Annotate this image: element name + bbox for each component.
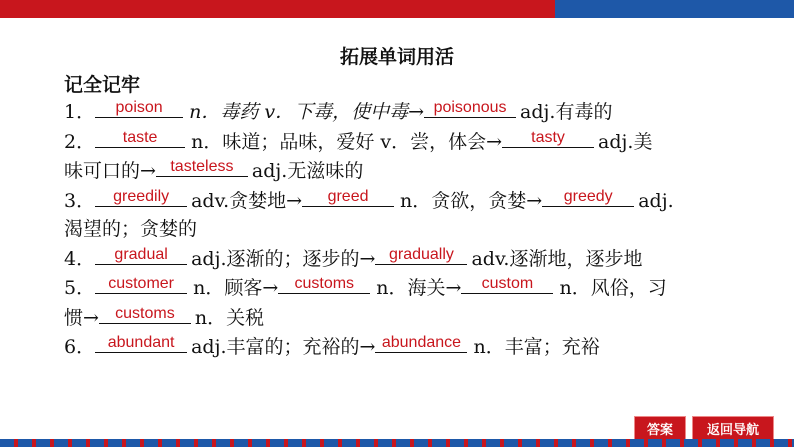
answer-text: gradually xyxy=(388,245,454,263)
answer-blank xyxy=(156,156,248,177)
top-color-bar xyxy=(0,0,794,18)
item-text: n．关税 xyxy=(194,306,265,329)
answer-blank xyxy=(95,332,187,353)
exercise-item-1: 1． poison n．毒药 v．下毒，使中毒→ poisonous adj.有毒的 xyxy=(64,99,613,123)
answer-blank xyxy=(502,127,594,148)
exercise-list xyxy=(64,97,744,362)
item-text: n．贪欲，贪婪→ xyxy=(400,189,543,212)
item-text: 渴望的；贪婪的 xyxy=(64,218,198,240)
top-bar-blue xyxy=(555,0,794,18)
exercise-item-5-cont xyxy=(64,303,744,333)
item-number: 1 xyxy=(64,101,77,123)
item-text: adv.贪婪地→ xyxy=(191,189,303,212)
bottom-color-bar xyxy=(0,439,794,447)
item-text: adj. xyxy=(638,189,674,212)
answer-blank xyxy=(542,186,634,207)
answer-text: poison xyxy=(115,99,163,116)
item-text: n．风俗，习 xyxy=(559,277,667,299)
answer-blank xyxy=(95,127,185,148)
item-number: 4 xyxy=(64,247,77,270)
answer-text: poisonous xyxy=(433,99,507,116)
answer-blank xyxy=(95,186,187,207)
answer-text: greedy xyxy=(563,187,613,205)
answer-text: tasty xyxy=(531,128,565,146)
answer-text: customs xyxy=(115,304,175,322)
answer-text: greedily xyxy=(113,187,170,205)
answer-text: customer xyxy=(108,275,174,292)
answer-text: abundant xyxy=(107,334,175,351)
item-text: 味可口的→ xyxy=(64,160,156,182)
answer-text: tasteless xyxy=(170,158,234,175)
exercise-item-4: 4． gradual adj.逐渐的；逐步的→ gradually adv.逐渐地，逐步地 xyxy=(64,245,643,270)
item-number: 6 xyxy=(64,336,77,358)
item-number: 3 xyxy=(64,189,77,212)
answer-blank xyxy=(302,186,394,207)
answer-blank xyxy=(99,303,191,324)
exercise-item-5: 5． customer n．顾客→ customs n．海关→ custom n．风俗，习 xyxy=(64,275,667,299)
item-text: adv.逐渐地，逐步地 xyxy=(471,247,643,270)
section-heading: 记全记牢 xyxy=(64,74,141,96)
answer-text: abundance xyxy=(381,334,462,351)
item-text: n．海关→ xyxy=(376,277,462,299)
answer-text: greed xyxy=(327,187,369,205)
answer-blank xyxy=(95,244,187,265)
answer-blank xyxy=(95,273,187,294)
answer-blank xyxy=(375,244,467,265)
back-to-navigation-button[interactable]: 返回导航 xyxy=(692,416,774,440)
answer-blank xyxy=(424,97,516,118)
item-text: n．顾客→ xyxy=(193,277,279,299)
item-text: n．毒药 v．下毒，使中毒→ xyxy=(189,101,425,123)
answer-blank xyxy=(461,273,553,294)
answer-text: custom xyxy=(481,275,534,292)
exercise-item-2-cont xyxy=(64,156,744,186)
page-title: 拓展单词用活 xyxy=(339,46,454,68)
item-text: adj.逐渐的；逐步的→ xyxy=(191,247,376,270)
answer-blank xyxy=(95,97,183,118)
item-text: adj.美 xyxy=(598,130,653,153)
item-text: adj.丰富的；充裕的→ xyxy=(191,336,376,358)
answer-text: gradual xyxy=(114,245,168,263)
item-text: n．丰富；充裕 xyxy=(473,336,600,358)
exercise-item-3-cont xyxy=(64,215,744,244)
item-text: adj.有毒的 xyxy=(520,101,613,123)
answer-blank xyxy=(375,332,467,353)
answer-text: taste xyxy=(122,128,158,146)
exercise-item-6: 6． abundant adj.丰富的；充裕的→ abundance n．丰富；充裕 xyxy=(64,334,600,358)
exercise-item-3: 3． greedily adv.贪婪地→ greed n．贪欲，贪婪→ greedy adj. xyxy=(64,187,674,212)
item-text: adj.无滋味的 xyxy=(251,160,364,182)
item-number: 5 xyxy=(64,277,77,299)
answer-button[interactable]: 答案 xyxy=(634,416,686,440)
exercise-item-2: 2． taste n．味道；品味，爱好 v．尝，体会→ tasty adj.美 xyxy=(64,128,653,153)
answer-blank xyxy=(278,273,370,294)
top-bar-red xyxy=(0,0,555,18)
item-number: 2 xyxy=(64,130,77,153)
item-text: n．味道；品味，爱好 v．尝，体会→ xyxy=(191,130,503,153)
answer-text: customs xyxy=(294,275,355,292)
item-text: 惯→ xyxy=(64,306,99,329)
